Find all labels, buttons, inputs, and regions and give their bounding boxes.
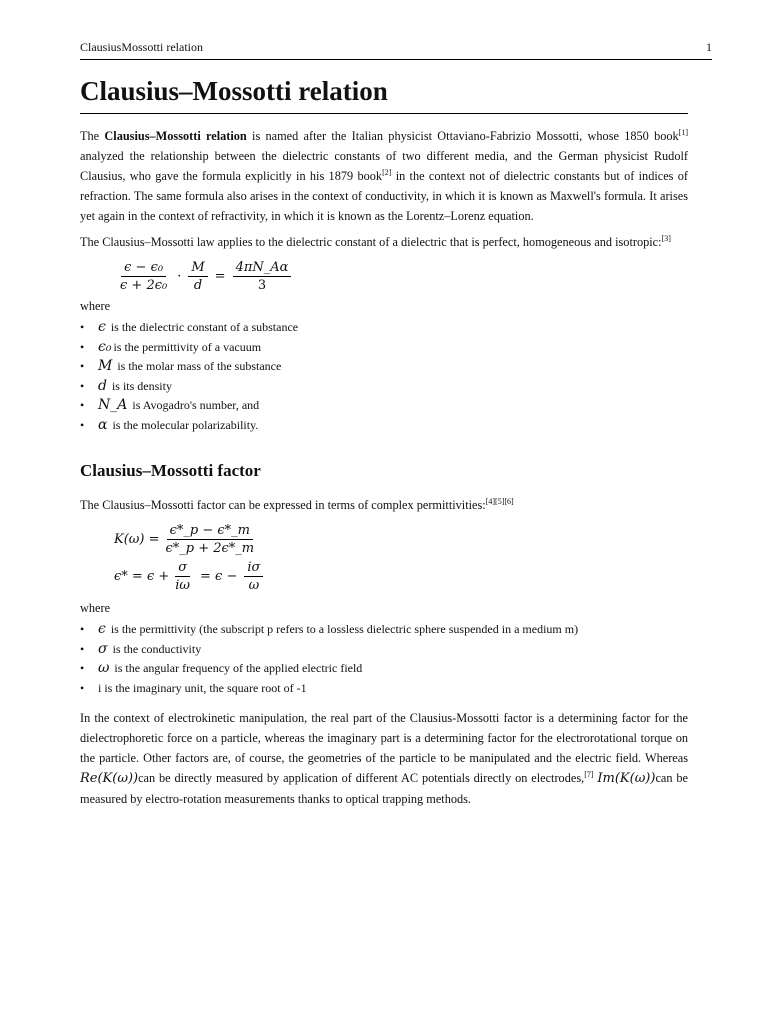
section-heading: Clausius–Mossotti factor <box>80 461 261 480</box>
list-item: • ϵ is the permittivity (the subscript p refers to a lossless dielectric sphere suspended in a medium m) <box>80 620 688 640</box>
list-item: • ϵ₀ is the permittivity of a vacuum <box>80 338 688 358</box>
list-item: • M is the molar mass of the substance <box>80 357 688 377</box>
list-item: • d is its density <box>80 377 688 397</box>
list-item: • ϵ is the dielectric constant of a substance <box>80 318 688 338</box>
fraction-factor: $\frac{\epsilon*\_p - \epsilon*\_m}{\epsilon*\_p + 2\epsilon*\_m}$ <box>165 523 255 556</box>
fraction-rhs: $\frac{4\pi N\_A\alpha}{3}$ <box>233 260 292 293</box>
clausius-mossotti-equation: $\frac{\text{ϵ − ϵ₀}}{\text{ϵ + 2ϵ₀}}$ · $\frac{M}{d}$ = $\frac{4\pi N\_A\alpha}{3}$ <box>114 260 688 293</box>
ref-links-4-6[interactable]: [4][5][6] <box>485 496 514 506</box>
running-header <box>80 40 712 55</box>
list-item: • α is the molecular polarizability. <box>80 416 688 436</box>
real-part-expression: Re(K(ω)) <box>80 771 139 786</box>
fraction-lhs: $\frac{\text{ϵ − ϵ₀}}{\text{ϵ + 2ϵ₀}}$ <box>120 260 168 293</box>
ref-link-2[interactable]: [2] <box>382 167 392 177</box>
page-title: Clausius–Mossotti relation <box>80 76 688 114</box>
fraction-isigma: $\frac{i\sigma}{\omega}$ <box>244 560 263 593</box>
factor-paragraph-1: The Clausius–Mossotti factor can be expressed in terms of complex permittivities:[4][5][6] <box>80 496 514 512</box>
term-bold: Clausius–Mossotti relation <box>104 129 247 143</box>
list-item: • i is the imaginary unit, the square root of -1 <box>80 679 688 699</box>
fraction-sigma: $\frac{\sigma}{i\omega}$ <box>175 560 191 593</box>
factor-paragraph-2: In the context of electrokinetic manipulation, the real part of the Clausius-Mossotti factor is a determining factor for the dielectrophoretic force on a particle, whereas the imaginary part is a determining factor for the electrorotational torque on the particle. Other factors are, of course, the geometries of the particle to be manipulated and the electric field. Whereas Re(K(ω))can be directly measured by application of different AC potentials directly on electrodes,[7] Im(K(ω))can be measured by electro-rotation measurements thanks to optical trapping methods. <box>80 711 688 806</box>
list-item: • σ is the conductivity <box>80 640 688 660</box>
ref-link-7[interactable]: [7] <box>584 769 594 779</box>
ref-link-1[interactable]: [1] <box>678 127 688 137</box>
fraction-mid: $\frac{M}{d}$ <box>188 260 207 293</box>
where-label-1: where <box>80 299 111 313</box>
list-item: • ω is the angular frequency of the applied electric field <box>80 659 688 679</box>
symbol-list-1 <box>80 318 688 435</box>
article-body <box>80 76 688 815</box>
intro-paragraph-1: The Clausius–Mossotti relation is named after the Italian physicist Ottaviano-Fabrizio Mossotti, whose 1850 book[1] analyzed the relationship between the dielectric constants of two different media, and the German physicist Rudolf Clausius, who gave the formula explicitly in his 1879 book[2] in the context not of dielectric constants but of indices of refraction. The same formula also arises in the context of conductivity, in which it is known as Maxwell's formula. It arises yet again in the context of refractivity, in which it is known as the Lorentz–Lorenz equation. <box>80 127 689 223</box>
complex-permittivity-equation: ϵ* = ϵ + $\frac{\sigma}{i\omega}$ = ϵ − $\frac{i\sigma}{\omega}$ <box>114 560 688 593</box>
where-label-2: where <box>80 601 111 615</box>
header-rule <box>80 59 712 60</box>
cm-factor-equation: K(ω) = $\frac{\epsilon*\_p - \epsilon*\_m}{\epsilon*\_p + 2\epsilon*\_m}$ <box>114 523 688 556</box>
intro-paragraph-2: The Clausius–Mossotti law applies to the dielectric constant of a dielectric that is perfect, homogeneous and isotropic:[3] <box>80 233 671 249</box>
list-item: • N_A is Avogadro's number, and <box>80 396 688 416</box>
page-number: 1 <box>706 40 712 54</box>
symbol-list-2 <box>80 620 688 698</box>
imaginary-part-expression: Im(K(ω)) <box>597 771 656 786</box>
ref-link-3[interactable]: [3] <box>661 233 671 243</box>
running-title: ClausiusMossotti relation <box>80 40 203 54</box>
